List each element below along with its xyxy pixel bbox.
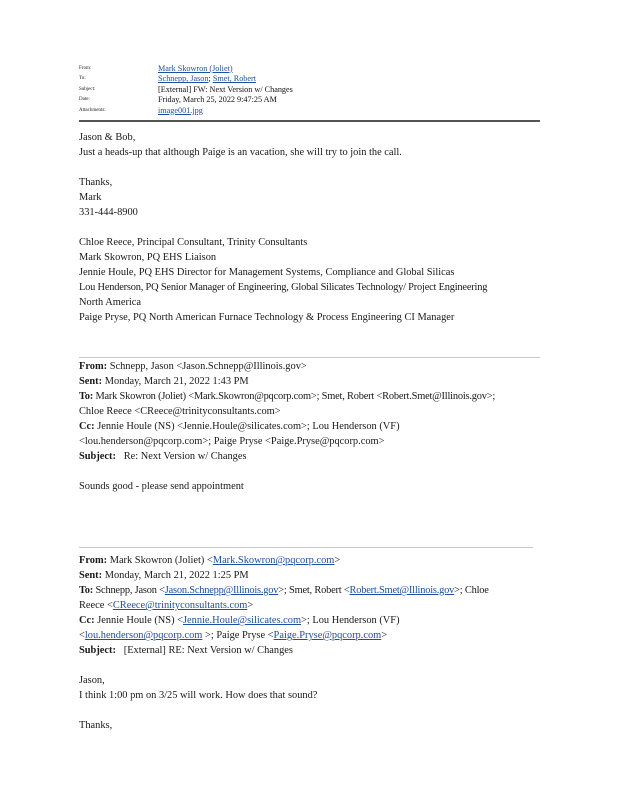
attachment-link[interactable]: image001.jpg [158, 105, 203, 115]
email-link-schnepp[interactable]: Jason.Schnepp@Illinois.gov [164, 585, 279, 596]
quoted-from-row: From: Mark Skowron (Joliet) <Mark.Skowron@pqcorp.com> [79, 555, 341, 566]
message-body: I think 1:00 pm on 3/25 will work. How does that sound? [79, 690, 318, 701]
blank-line [79, 160, 487, 175]
header-from-link[interactable]: Mark Skowron (Joliet) [158, 63, 233, 73]
header-date-value: Friday, March 25, 2022 9:47:25 AM [158, 95, 277, 105]
header-to-row [79, 74, 293, 85]
blank-line [79, 220, 487, 235]
header-from-label: From: [79, 65, 92, 71]
quoted-from-row [79, 359, 495, 374]
header-to-label: To: [79, 76, 86, 82]
quoted-sent-row [79, 568, 489, 583]
sent-value: Monday, March 21, 2022 1:25 PM [104, 570, 249, 581]
message-latest [79, 130, 487, 325]
subject-value: [External] RE: Next Version w/ Changes [123, 645, 293, 656]
attendee-line: Mark Skowron, PQ EHS Liaison [79, 252, 217, 263]
header-attachments-label: Attachments: [79, 107, 106, 113]
email-header [79, 63, 293, 116]
attendee-line: North America [79, 297, 142, 308]
header-subject-label: Subject: [79, 86, 96, 92]
quoted-cc-row [79, 419, 495, 434]
cc-value: Jennie Houle (NS) <Jennie.Houle@silicates.com>; Lou Henderson (VF) [97, 421, 400, 432]
cc-value-cont: <lou.henderson@pqcorp.com >; Paige Pryse <Paige.Pryse@pqcorp.com> [79, 630, 388, 641]
to-name-reece: Reece < [79, 600, 113, 611]
attendee-line: Paige Pryse, PQ North American Furnace Technology & Process Engineering CI Manager [79, 312, 455, 323]
sent-value: Monday, March 21, 2022 1:43 PM [104, 376, 249, 387]
attendee-line: Jennie Houle, PQ EHS Director for Management Systems, Compliance and Global Silicas [79, 267, 455, 278]
blank-line [79, 658, 489, 673]
sent-label: Sent: [79, 570, 103, 581]
closing: Thanks, [79, 720, 113, 731]
header-subject-row [79, 84, 293, 95]
quoted-subject-row [79, 449, 495, 464]
header-to-link-smet[interactable]: Smet, Robert [212, 74, 257, 84]
cc-label: Cc: [79, 421, 95, 432]
sender-name: Mark [79, 192, 102, 203]
header-attachments-row [79, 105, 293, 116]
message-body: Just a heads-up that although Paige is an vacation, she will try to join the call. [79, 147, 402, 158]
cc-name-houle: Jennie Houle (NS) < [97, 615, 183, 626]
to-name-chloe: >; Chloe [454, 585, 489, 596]
email-link-henderson[interactable]: lou.henderson@pqcorp.com [84, 630, 203, 641]
cc-value-cont: <lou.henderson@pqcorp.com>; Paige Pryse <Paige.Pryse@pqcorp.com> [79, 436, 385, 447]
quoted-message-1 [79, 359, 495, 494]
greeting: Jason & Bob, [79, 132, 136, 143]
header-date-row [79, 95, 293, 106]
header-to-value [158, 74, 256, 83]
attendee-line: Chloe Reece, Principal Consultant, Trinity Consultants [79, 237, 308, 248]
email-link-pryse[interactable]: Paige.Pryse@pqcorp.com [273, 630, 382, 641]
from-label: From: [79, 555, 108, 566]
email-link-smet[interactable]: Robert.Smet@Illinois.gov [349, 585, 455, 596]
subject-label: Subject: [79, 451, 116, 462]
subject-label: Subject: [79, 645, 116, 656]
greeting: Jason, [79, 675, 105, 686]
header-from-row [79, 63, 293, 74]
from-value: Schnepp, Jason <Jason.Schnepp@Illinois.gov> [109, 361, 307, 372]
from-name: Mark Skowron (Joliet) < [109, 555, 213, 566]
message-body: Sounds good - please send appointment [79, 481, 244, 492]
header-to-link-schnepp[interactable]: Schnepp, Jason [158, 74, 209, 84]
to-name-smet: >; Smet, Robert < [278, 585, 350, 596]
cc-bracket: < [79, 630, 85, 641]
cc-name-pryse: >; Paige Pryse < [202, 630, 274, 641]
cc-name-henderson: >; Lou Henderson (VF) [301, 615, 400, 626]
blank-line [79, 464, 495, 479]
header-date-label: Date: [79, 97, 90, 103]
to-label: To: [79, 391, 94, 402]
quoted-message-2 [79, 553, 489, 733]
from-label: From: [79, 361, 108, 372]
to-value: Mark Skowron (Joliet) <Mark.Skowron@pqcorp.com>; Smet, Robert <Robert.Smet@Illinois.gov>; [95, 391, 496, 402]
to-label: To: [79, 585, 94, 596]
email-link-skowron[interactable]: Mark.Skowron@pqcorp.com [212, 555, 335, 566]
to-value-cont: Chloe Reece <CReece@trinityconsultants.com> [79, 406, 281, 417]
header-subject-value: [External] FW: Next Version w/ Changes [158, 84, 293, 94]
subject-value: Re: Next Version w/ Changes [123, 451, 247, 462]
to-value-cont: Reece <CReece@trinityconsultants.com> [79, 600, 254, 611]
email-link-houle[interactable]: Jennie.Houle@silicates.com [182, 615, 302, 626]
email-link-reece[interactable]: CReece@trinityconsultants.com [112, 600, 248, 611]
closing: Thanks, [79, 177, 113, 188]
attendee-line: Lou Henderson, PQ Senior Manager of Engineering, Global Silicates Technology/ Project Engineering [79, 282, 488, 293]
quoted-subject-row [79, 643, 489, 658]
header-divider [79, 120, 540, 122]
quoted-divider [79, 547, 533, 548]
quoted-divider [79, 357, 540, 358]
sent-label: Sent: [79, 376, 103, 387]
quoted-sent-row [79, 374, 495, 389]
to-name-schnepp: Schnepp, Jason < [95, 585, 165, 596]
header-to-separator: ; [208, 74, 213, 84]
blank-line [79, 703, 489, 718]
sender-phone: 331-444-8900 [79, 207, 138, 218]
cc-label: Cc: [79, 615, 95, 626]
quoted-to-row [79, 389, 495, 404]
quoted-cc-row [79, 613, 489, 628]
quoted-to-row [79, 583, 489, 598]
